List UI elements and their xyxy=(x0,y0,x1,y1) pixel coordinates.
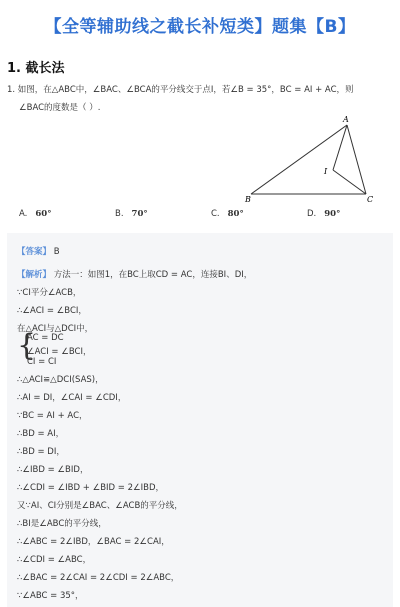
choice-d[interactable] xyxy=(307,209,340,219)
choice-label: A. xyxy=(19,209,28,219)
analysis-step: 又∵AI、CI分别是∠BAC、∠ACB的平分线， xyxy=(17,501,183,511)
choice-label: C. xyxy=(211,209,220,219)
answer-panel xyxy=(7,233,393,607)
choice-label: B. xyxy=(115,209,124,219)
segment-ab xyxy=(251,125,347,194)
analysis-step: ∵CI平分∠ACB， xyxy=(17,288,82,298)
choice-b[interactable] xyxy=(115,209,148,219)
label-c: C xyxy=(367,195,374,204)
analysis-step: ∴AI = DI，∠CAI = ∠CDI， xyxy=(17,393,127,403)
analysis-step: ∴BD = AI， xyxy=(17,429,65,439)
page-title: 【全等辅助线之截长补短类】题集【B】 xyxy=(44,17,356,37)
analysis-step: ∵BC = AI + AC， xyxy=(17,411,88,421)
system-equation: CI = CI xyxy=(27,357,57,367)
question-text-line-2: ∠BAC的度数是（ ）. xyxy=(19,103,101,113)
analysis-step: 在△ACI与△DCI中， xyxy=(17,324,94,334)
system-equation: ∠ACI = ∠BCI， xyxy=(27,347,92,357)
answer-value: B xyxy=(53,247,60,257)
analysis-step: ∴△ACI≌△DCI(SAS)， xyxy=(17,375,104,385)
section-heading: 1. 截长法 xyxy=(7,61,65,76)
analysis-step: ∴∠ACI = ∠BCI， xyxy=(17,306,87,316)
answer-line xyxy=(17,245,60,257)
question-text-line-1: 1. 如图，在△ABC中，∠BAC、∠BCA的平分线交于点I，若∠B = 35°，BC = AI + AC，则 xyxy=(7,85,354,95)
system-brace: { xyxy=(17,328,37,363)
analysis-step: ∴∠CDI = ∠IBD + ∠BID = 2∠IBD， xyxy=(17,483,165,493)
choice-c[interactable] xyxy=(211,209,244,219)
analysis-step: ∴∠BAC = 2∠CAI = 2∠CDI = 2∠ABC， xyxy=(17,573,180,583)
analysis-step: ∴BI是∠ABC的平分线， xyxy=(17,519,107,529)
label-i: I xyxy=(324,167,328,176)
analysis-step: ∴∠ABC = 2∠IBD，∠BAC = 2∠CAI， xyxy=(17,537,170,547)
analysis-step: ∴∠IBD = ∠BID， xyxy=(17,465,89,475)
analysis-tag: 【解析】 xyxy=(17,270,52,280)
system-equation: AC = DC xyxy=(27,333,64,343)
choice-value: 70° xyxy=(131,209,148,219)
choice-a[interactable] xyxy=(19,209,51,219)
choice-list xyxy=(19,209,379,223)
analysis-step: ∴BD = DI， xyxy=(17,447,65,457)
choice-value: 80° xyxy=(227,209,244,219)
analysis-step: ∵∠ABC = 35°， xyxy=(17,591,84,601)
analysis-step: ∴∠CDI = ∠ABC， xyxy=(17,555,92,565)
choice-label: D. xyxy=(307,209,317,219)
choice-value: 60° xyxy=(35,209,52,219)
choice-value: 90° xyxy=(324,209,341,219)
analysis-intro: 方法一：如图1，在BC上取CD = AC，连接BI、DI， xyxy=(53,270,253,280)
triangle-figure xyxy=(240,112,380,204)
segment-ac xyxy=(347,125,366,194)
label-b: B xyxy=(245,195,251,204)
answer-tag: 【答案】 xyxy=(17,247,52,257)
label-a: A xyxy=(343,115,349,124)
analysis-intro-line xyxy=(17,268,252,280)
segment-ai xyxy=(333,125,347,170)
segment-ci xyxy=(333,170,366,194)
